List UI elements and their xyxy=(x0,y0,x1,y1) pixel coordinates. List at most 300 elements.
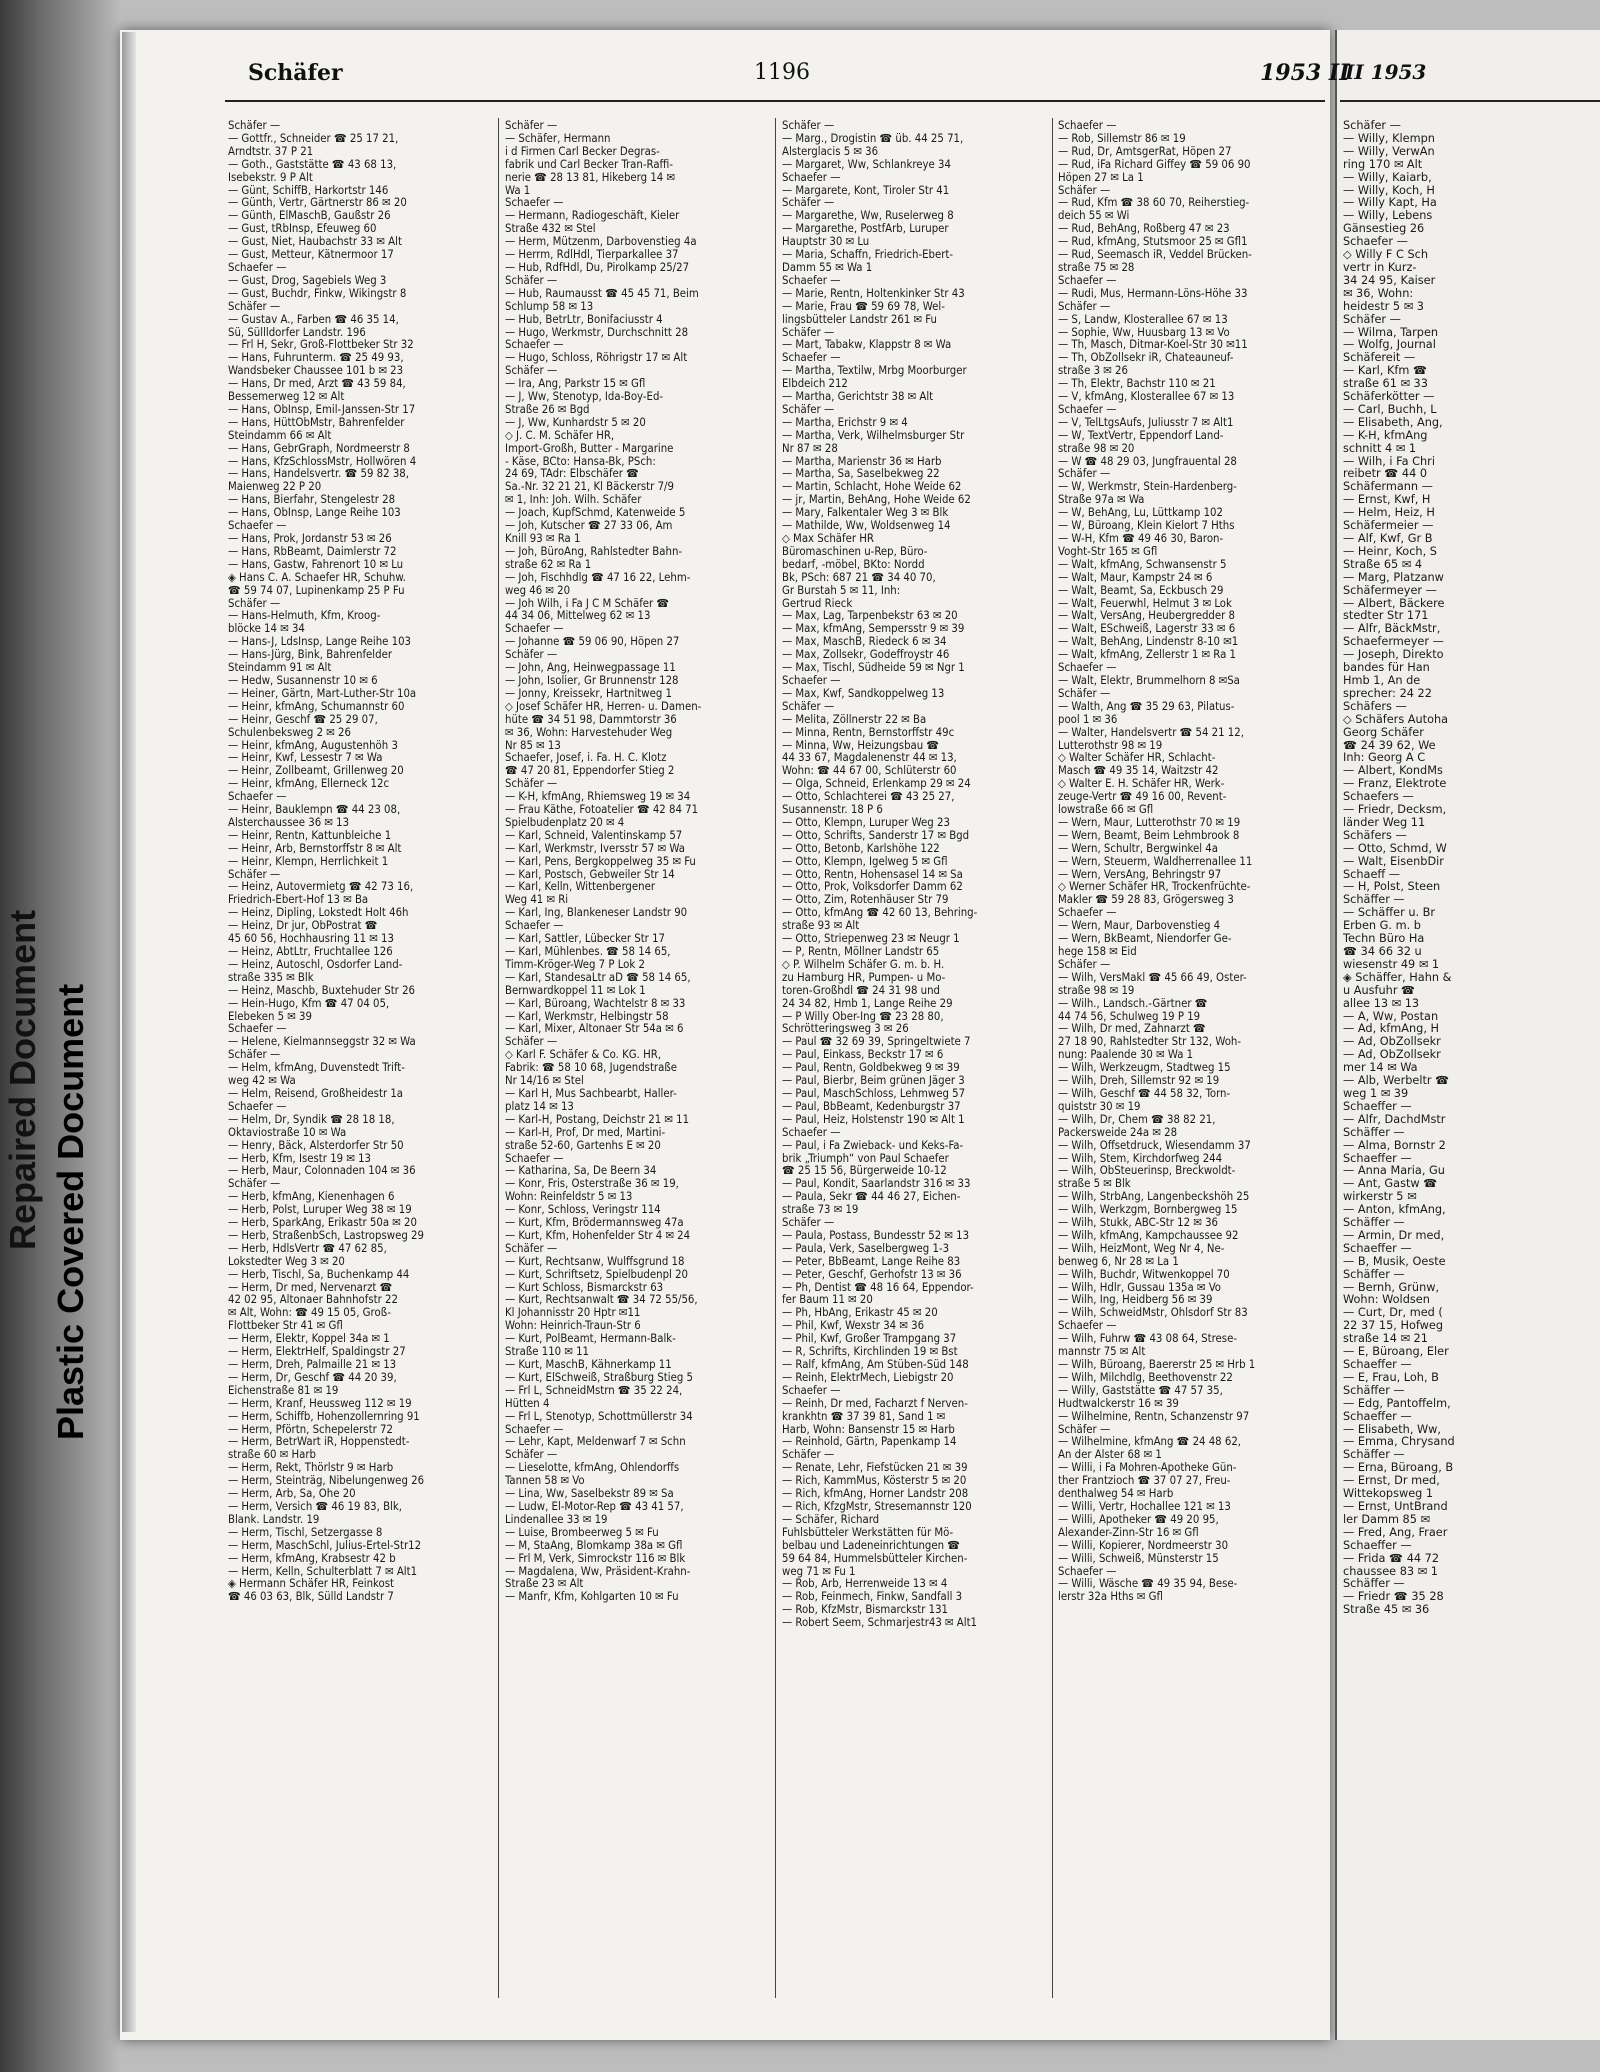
directory-entry-line: — Helm, Reisend, Großheidestr 1a xyxy=(228,1087,404,1100)
directory-entry-line: — Herm, Mützenm, Darbovenstieg 4a xyxy=(505,236,697,249)
directory-entry-line: straße 73 ✉ 19 xyxy=(782,1204,859,1217)
directory-entry-line: — Willi, Schweiß, Münsterstr 15 xyxy=(1058,1552,1219,1565)
directory-entry-line: — Kurt Schloss, Bismarckstr 63 xyxy=(505,1281,664,1294)
directory-entry-line: Lokstedter Weg 3 ✉ 20 xyxy=(228,1255,345,1268)
directory-entry-line: — Wern, Schultr, Bergwinkel 4a xyxy=(1058,842,1218,855)
directory-entry-line: Import-Großh, Butter - Margarine xyxy=(505,442,674,455)
directory-entry-line: — Alf, Kwf, Gr B xyxy=(1343,533,1433,545)
directory-entry-line: Schaefer — xyxy=(782,274,841,287)
directory-entry-line: wiesenstr 49 ✉ 1 xyxy=(1343,958,1440,971)
directory-entry-line: Arndtstr. 37 P 21 xyxy=(228,145,314,158)
directory-entry-line: — Helm, Heiz, H xyxy=(1343,507,1435,520)
directory-entry-line: toren-Großhdl ☎ 24 31 98 und xyxy=(782,984,940,997)
directory-entry-line: — Hugo, Werkmstr, Durchschnitt 28 xyxy=(505,326,689,339)
directory-entry-line: — Wilh, i Fa Chri xyxy=(1343,455,1435,468)
directory-entry-line: — Emma, Chrysand xyxy=(1343,1436,1455,1449)
directory-entry-line: — Karl, StandesaLtr aD ☎ 58 14 65, xyxy=(505,971,691,984)
directory-entry-line: — Heinz, AbtLtr, Fruchtallee 126 xyxy=(228,946,393,958)
directory-entry-line: länder Weg 11 xyxy=(1343,816,1426,829)
directory-entry-line: Schäffer — xyxy=(1343,1217,1405,1230)
directory-entry-line: — Joseph, Direkto xyxy=(1343,649,1444,662)
directory-entry-line: ◇ Max Schäfer HR xyxy=(782,533,874,545)
directory-entry-line: heidestr 5 ✉ 3 xyxy=(1343,300,1424,313)
directory-entry-line: Schäffer — xyxy=(1343,1384,1405,1397)
directory-entry-line: Schaefer — xyxy=(782,674,841,687)
directory-entry-line: 34 24 95, Kaiser xyxy=(1343,274,1436,287)
directory-entry-line: — Paul ☎ 32 69 39, Springeltwiete 7 xyxy=(782,1036,971,1049)
directory-entry-line: — Herb, kfmAng, Kienenhagen 6 xyxy=(228,1191,395,1204)
directory-entry-line: — Heinr, kfmAng, Augustenhöh 3 xyxy=(228,739,398,752)
directory-entry-line: — Marg., Drogistin ☎ üb. 44 25 71, xyxy=(782,132,964,145)
directory-entry-line: — Hub, Raumausst ☎ 45 45 71, Beim xyxy=(505,287,699,300)
directory-entry-line: — Johanne ☎ 59 06 90, Höpen 27 xyxy=(505,636,680,649)
directory-entry-line: 44 34 06, Mittelweg 62 ✉ 13 xyxy=(505,610,651,623)
directory-entry-line: Schäfermeier — xyxy=(1343,520,1434,533)
directory-entry-line: — Hermann, Radiogeschäft, Kieler xyxy=(505,210,680,223)
directory-entry-line: Höpen 27 ✉ La 1 xyxy=(1058,171,1144,184)
directory-entry-line: — Franz, Elektrote xyxy=(1343,778,1447,791)
directory-entry-line: — Otto, Schrifts, Sanderstr 17 ✉ Bgd xyxy=(782,829,970,842)
directory-entry-line: Schaefermeyer — xyxy=(1343,636,1444,649)
directory-entry-line: — Martha, Textilw, Mrbg Moorburger xyxy=(782,365,967,378)
directory-entry-line: — Ant, Gastw ☎ xyxy=(1343,1178,1438,1191)
directory-entry-line: Elebeken 5 ✉ 39 xyxy=(228,1010,312,1023)
directory-entry-line: Timm-Kröger-Weg 7 P Lok 2 xyxy=(505,958,645,971)
directory-entry-line: — Frida ☎ 44 72 xyxy=(1343,1552,1440,1565)
directory-entry-line: — Karl, Werkmstr, Helbingstr 58 xyxy=(505,1010,669,1023)
directory-entry-line: — Hans, Handelsvertr. ☎ 59 82 38, xyxy=(228,468,409,481)
directory-entry-line: — V, kfmAng, Klosterallee 67 ✉ 13 xyxy=(1058,391,1235,404)
directory-entry-line: Lindenallee 33 ✉ 19 xyxy=(505,1513,608,1526)
directory-entry-line: — Heinr, kfmAng, Ellerneck 12c xyxy=(228,778,390,791)
directory-entry-line: mer 14 ✉ Wa xyxy=(1343,1062,1418,1075)
directory-entry-line: ◇ P. Wilhelm Schäfer G. m. b. H. xyxy=(782,958,945,971)
directory-entry-line: — Wilh, Stem, Kirchdorfweg 244 xyxy=(1058,1152,1223,1165)
directory-entry-line: hüte ☎ 34 51 98, Dammtorstr 36 xyxy=(505,713,677,726)
directory-entry-line: Schaefers — xyxy=(1343,791,1414,804)
directory-entry-line: Tannen 58 ✉ Vo xyxy=(505,1475,585,1488)
directory-entry-line: — Hub, RdfHdl, Du, Pirolkamp 25/27 xyxy=(505,261,690,274)
directory-entry-line: — Wilh, Buchdr, Witwenkoppel 70 xyxy=(1058,1268,1230,1281)
directory-entry-line: — Ad, ObZollsekr xyxy=(1343,1049,1441,1062)
directory-entry-line: — Walt, kfmAng, Zellerstr 1 ✉ Ra 1 xyxy=(1058,649,1237,662)
directory-entry-line: — V, TelLtgsAufs, Juliusstr 7 ✉ Alt1 xyxy=(1058,416,1234,429)
directory-column-3 xyxy=(782,120,1032,1630)
directory-entry-line: — Walter, Handelsvertr ☎ 54 21 12, xyxy=(1058,726,1244,739)
directory-entry-line: u Ausfuhr ☎ xyxy=(1343,984,1416,997)
directory-entry-line: — Goth., Gaststätte ☎ 43 68 13, xyxy=(228,158,397,171)
directory-entry-line: lerstr 32a Hths ✉ Gfl xyxy=(1058,1591,1163,1604)
directory-entry-line: — Peter, Geschf, Gerhofstr 13 ✉ 36 xyxy=(782,1268,962,1281)
directory-entry-line: i d Firmen Carl Becker Degras- xyxy=(505,145,660,158)
volume-value: II xyxy=(1328,60,1350,86)
directory-entry-line: ◇ J. C. M. Schäfer HR, xyxy=(505,429,615,442)
directory-entry-line: — Willy, Klempn xyxy=(1343,132,1435,145)
directory-entry-line: — Wolfg, Journal xyxy=(1343,339,1436,352)
directory-entry-line: Flottbeker Str 41 ✉ Gfl xyxy=(228,1320,343,1333)
directory-entry-line: Schaeffer — xyxy=(1343,1242,1412,1255)
directory-entry-line: — Kurt, Schriftsetz, Spielbudenpl 20 xyxy=(505,1268,689,1281)
directory-entry-line: — Paul, Kondit, Saarlandstr 316 ✉ 33 xyxy=(782,1178,971,1191)
directory-entry-line: — Max, MaschB, Riedeck 6 ✉ 34 xyxy=(782,636,947,649)
directory-entry-line: — Ernst, Kwf, H xyxy=(1343,494,1431,507)
directory-entry-line: 45 60 56, Hochhausring 11 ✉ 13 xyxy=(228,933,394,946)
directory-entry-line: — Schäfer, Richard xyxy=(782,1513,880,1526)
directory-entry-line: Schäfer — xyxy=(1058,184,1111,197)
directory-entry-line: — Reinhold, Gärtn, Papenkamp 14 xyxy=(782,1436,957,1449)
directory-entry-line: — Anna Maria, Gu xyxy=(1343,1165,1445,1178)
directory-entry-line: — Kurt, Kfm, Hohenfelder Str 4 ✉ 24 xyxy=(505,1229,691,1242)
directory-entry-line: — Ira, Ang, Parkstr 15 ✉ Gfl xyxy=(505,378,646,391)
directory-entry-line: Schaefer — xyxy=(1343,236,1408,249)
directory-entry-line: — Herb, Polst, Luruper Weg 38 ✉ 19 xyxy=(228,1204,412,1217)
directory-entry-line: — Heinz, Dipling, Lokstedt Holt 46h xyxy=(228,907,409,920)
right-page-column xyxy=(1343,120,1598,1617)
column-separator xyxy=(1052,118,1053,1998)
directory-entry-line: — Rud, Kfm ☎ 38 60 70, Reiherstieg- xyxy=(1058,197,1250,210)
directory-entry-line: — Otto, Prok, Volksdorfer Damm 62 xyxy=(782,881,963,894)
directory-entry-line: — Heiner, Gärtn, Mart-Luther-Str 10a xyxy=(228,687,417,700)
directory-entry-line: deich 55 ✉ Wi xyxy=(1058,210,1130,223)
directory-entry-line: — Herm, Schiffb, Hohenzollernring 91 xyxy=(228,1410,420,1423)
directory-entry-line: Schäfer — xyxy=(1343,313,1401,326)
directory-entry-line: — Karl H, Mus Sachbearbt, Haller- xyxy=(505,1087,677,1100)
directory-entry-line: — Wern, Steuerm, Waldherrenallee 11 xyxy=(1058,855,1253,868)
directory-entry-line: Weg 41 ✉ Ri xyxy=(505,894,569,907)
directory-entry-line: — Manfr, Kfm, Kohlgarten 10 ✉ Fu xyxy=(505,1591,679,1604)
directory-entry-line: — Ad, kfmAng, H xyxy=(1343,1023,1440,1036)
directory-entry-line: — Mart, Tabakw, Klappstr 8 ✉ Wa xyxy=(782,339,952,352)
directory-entry-line: — Herm, Tischl, Setzergasse 8 xyxy=(228,1526,383,1539)
directory-entry-line: — Wilh, Stukk, ABC-Str 12 ✉ 36 xyxy=(1058,1217,1219,1230)
directory-entry-line: — Karl, Postsch, Gebweiler Str 14 xyxy=(505,868,675,881)
directory-entry-line: Schäfer — xyxy=(1343,120,1401,132)
directory-entry-line: — Wern, VersAng, Behringstr 97 xyxy=(1058,868,1222,881)
directory-entry-line: — Wilh, VersMakl ☎ 45 66 49, Oster- xyxy=(1058,971,1247,984)
directory-entry-line: — M, StaAng, Blomkamp 38a ✉ Gfl xyxy=(505,1539,683,1552)
directory-entry-line: — Hans, Dr med, Arzt ☎ 43 59 84, xyxy=(228,378,406,391)
directory-entry-line: Schaefer — xyxy=(505,623,564,636)
directory-entry-line: — Minna, Ww, Heizungsbau ☎ xyxy=(782,739,940,752)
directory-entry-line: — Melita, Zöllnerstr 22 ✉ Ba xyxy=(782,713,927,726)
directory-entry-line: — Peter, BbBeamt, Lange Reihe 83 xyxy=(782,1255,961,1268)
directory-entry-line: — Rich, KammMus, Kösterstr 5 ✉ 20 xyxy=(782,1475,967,1488)
directory-entry-line: Schäfer — xyxy=(782,197,835,210)
directory-entry-line: Gertrud Rieck xyxy=(782,597,853,610)
directory-entry-line: — Walt, VersAng, Heubergredder 8 xyxy=(1058,610,1236,623)
directory-entry-line: — John, Ang, Heinwegpassage 11 xyxy=(505,662,676,675)
directory-entry-line: Knill 93 ✉ Ra 1 xyxy=(505,533,581,545)
directory-entry-line: Wohn: ☎ 44 67 00, Schlüterstr 60 xyxy=(782,765,957,778)
directory-entry-line: — Herm, Versich ☎ 46 19 83, Blk, xyxy=(228,1500,402,1513)
directory-entry-line: — Willy, Koch, H xyxy=(1343,184,1435,197)
directory-entry-line: — Friedr, Decksm, xyxy=(1343,804,1447,817)
directory-entry-line: — Otto, Schmd, W xyxy=(1343,842,1447,855)
directory-entry-line: — Walt, BehAng, Lindenstr 8-10 ✉1 xyxy=(1058,636,1239,649)
directory-entry-line: Schäffer — xyxy=(1343,1268,1405,1281)
directory-entry-line: straße 14 ✉ 21 xyxy=(1343,1333,1428,1346)
directory-entry-line: Schäfer — xyxy=(782,700,835,713)
directory-entry-line: — Wilh, Dreh, Sillemstr 92 ✉ 19 xyxy=(1058,1075,1220,1088)
directory-entry-line: — Heinr, Bauklempn ☎ 44 23 08, xyxy=(228,804,401,817)
directory-entry-line: — Willy, VerwAn xyxy=(1343,145,1435,158)
directory-entry-line: Schaefer — xyxy=(228,1100,287,1113)
directory-entry-line: — Gust, Buchdr, Finkw, Wikingstr 8 xyxy=(228,287,407,300)
directory-entry-line: — Heinr, Klempn, Herrlichkeit 1 xyxy=(228,855,389,868)
directory-entry-line: Packersweide 24a ✉ 28 xyxy=(1058,1126,1178,1139)
directory-entry-line: — Max, Lag, Tarpenbekstr 63 ✉ 20 xyxy=(782,610,958,623)
directory-entry-line: — Herm, Rekt, Thörlstr 9 ✉ Harb xyxy=(228,1462,394,1475)
directory-entry-line: nerie ☎ 28 13 81, Hikeberg 14 ✉ xyxy=(505,171,676,184)
directory-entry-line: — Willi, Vertr, Hochallee 121 ✉ 13 xyxy=(1058,1500,1231,1513)
directory-entry-line: 44 74 56, Schulweg 19 P 19 xyxy=(1058,1010,1201,1023)
directory-entry-line: — Frl M, Verk, Simrockstr 116 ✉ Blk xyxy=(505,1552,686,1565)
directory-entry-line: Schulenbeksweg 2 ✉ 26 xyxy=(228,726,351,739)
directory-entry-line: straße 61 ✉ 33 xyxy=(1343,378,1428,391)
directory-entry-line: — Karl, Mühlenbes. ☎ 58 14 65, xyxy=(505,946,671,958)
directory-entry-line: — Henry, Bäck, Alsterdorfer Str 50 xyxy=(228,1139,404,1152)
directory-entry-line: — Rich, KfzgMstr, Stresemannstr 120 xyxy=(782,1500,972,1513)
directory-entry-line: — Herm, Dreh, Palmaille 21 ✉ 13 xyxy=(228,1359,397,1371)
directory-entry-line: Schaefer — xyxy=(782,352,841,365)
directory-entry-line: — Heinr, Rentn, Kattunbleiche 1 xyxy=(228,829,392,842)
directory-entry-line: — Hans-Helmuth, Kfm, Kroog- xyxy=(228,610,381,623)
directory-entry-line: — Walt, kfmAng, Schwansenstr 5 xyxy=(1058,558,1227,571)
directory-entry-line: — Heinz, Autoschl, Osdorfer Land- xyxy=(228,958,403,971)
directory-entry-line: Schäfer — xyxy=(1058,958,1111,971)
directory-entry-line: ✉ Alt, Wohn: ☎ 49 15 05, Groß- xyxy=(228,1307,391,1320)
directory-entry-line: Schaefer — xyxy=(505,920,564,933)
directory-entry-line: — Herm, Pförtn, Schepelerstr 72 xyxy=(228,1423,393,1436)
directory-entry-line: — Kurt, MaschB, Kähnerkamp 11 xyxy=(505,1359,672,1371)
directory-entry-line: Inh: Georg A C xyxy=(1343,752,1426,765)
directory-entry-line: — Willi, Apotheker ☎ 49 20 95, xyxy=(1058,1513,1219,1526)
directory-entry-line: — Olga, Schneid, Erlenkamp 29 ✉ 24 xyxy=(782,778,971,791)
directory-entry-line: — Otto, Klempn, Igelweg 5 ✉ Gfl xyxy=(782,855,948,868)
directory-entry-line: Schäfer — xyxy=(1058,300,1111,313)
directory-entry-line: — Gottfr., Schneider ☎ 25 17 21, xyxy=(228,132,399,145)
directory-entry-line: Masch ☎ 49 35 14, Waitzstr 42 xyxy=(1058,765,1219,778)
directory-entry-line: — Paul, MaschSchloss, Lehmweg 57 xyxy=(782,1087,966,1100)
directory-entry-line: — Rob, Sillemstr 86 ✉ 19 xyxy=(1058,132,1186,145)
directory-entry-line: — Paul, Rentn, Goldbekweg 9 ✉ 39 xyxy=(782,1062,960,1075)
directory-entry-line: — Wilhelmine, Rentn, Schanzenstr 97 xyxy=(1058,1410,1250,1423)
directory-entry-line: fer Baum 11 ✉ 20 xyxy=(782,1294,873,1307)
directory-entry-line: — Wern, BkBeamt, Niendorfer Ge- xyxy=(1058,933,1232,946)
directory-entry-line: allee 13 ✉ 13 xyxy=(1343,997,1420,1010)
directory-entry-line: Hudtwalckerstr 16 ✉ 39 xyxy=(1058,1397,1179,1410)
directory-entry-line: — Sophie, Ww, Huusbarg 13 ✉ Vo xyxy=(1058,326,1230,339)
directory-entry-line: Schäfer — xyxy=(1058,1423,1111,1436)
directory-entry-line: — Paula, Postass, Bundesstr 52 ✉ 13 xyxy=(782,1229,970,1242)
directory-entry-line: zeuge-Vertr ☎ 49 16 00, Revent- xyxy=(1058,791,1227,804)
directory-entry-line: — Herb, Kfm, Isestr 19 ✉ 13 xyxy=(228,1152,372,1165)
directory-entry-line: — Schäfer, Hermann xyxy=(505,132,611,145)
directory-entry-line: — Helene, Kielmannseggstr 32 ✉ Wa xyxy=(228,1036,416,1049)
directory-entry-line: Schäfer — xyxy=(228,1178,281,1191)
directory-entry-line: ☎ 34 66 32 u xyxy=(1343,946,1422,958)
directory-entry-line: zu Hamburg HR, Pumpen- u Mo- xyxy=(782,971,946,984)
directory-entry-line: 24 34 82, Hmb 1, Lange Reihe 29 xyxy=(782,997,953,1010)
directory-entry-line: Voght-Str 165 ✉ Gfl xyxy=(1058,545,1158,558)
directory-entry-line: — Rud, Dr, AmtsgerRat, Höpen 27 xyxy=(1058,145,1232,158)
directory-entry-line: — Wern, Maur, Lutterothstr 70 ✉ 19 xyxy=(1058,816,1241,829)
directory-entry-line: — J, Ww, Stenotyp, Ida-Boy-Ed- xyxy=(505,391,664,404)
directory-entry-line: reibetr ☎ 44 0 xyxy=(1343,468,1428,481)
directory-entry-line: — Heinr, Arb, Bernstorffstr 8 ✉ Alt xyxy=(228,842,402,855)
directory-entry-line: — Kurt, Rechtsanwalt ☎ 34 72 55/56, xyxy=(505,1294,698,1307)
directory-entry-line: — Alfr, DachdMstr xyxy=(1343,1113,1446,1126)
directory-entry-line: — Paul, i Fa Zwieback- und Keks-Fa- xyxy=(782,1139,964,1152)
directory-entry-line: straße 3 ✉ 26 xyxy=(1058,365,1128,378)
directory-entry-line: — Ludw, El-Motor-Rep ☎ 43 41 57, xyxy=(505,1500,684,1513)
directory-entry-line: — Martha, Erichstr 9 ✉ 4 xyxy=(782,416,908,429)
directory-entry-line: Schaefer — xyxy=(228,261,287,274)
directory-entry-line: — Walt, Feuerwhl, Helmut 3 ✉ Lok xyxy=(1058,597,1232,610)
directory-entry-line: straße 93 ✉ Alt xyxy=(782,920,860,933)
directory-entry-line: Maienweg 22 P 20 xyxy=(228,481,322,494)
directory-entry-line: ◇ Schäfers Autoha xyxy=(1343,713,1449,726)
directory-entry-line: Wohn: Woldsen xyxy=(1343,1294,1430,1307)
directory-entry-line: Erben G. m. b xyxy=(1343,920,1421,933)
directory-entry-line: — Joh, Fischhdlg ☎ 47 16 22, Lehm- xyxy=(505,571,691,584)
directory-entry-line: — Joh, Kutscher ☎ 27 33 06, Am xyxy=(505,520,673,533)
directory-entry-line: Schaefer — xyxy=(228,1023,287,1036)
directory-entry-line: Alsterglacis 5 ✉ 36 xyxy=(782,145,879,158)
directory-entry-line: Straße 432 ✉ Stel xyxy=(505,223,596,236)
directory-entry-line: — Hans, KfzSchlossMstr, Hollwören 4 xyxy=(228,455,417,468)
directory-entry-line: — Hans-J, LdsInsp, Lange Reihe 103 xyxy=(228,636,412,649)
directory-entry-line: — Hans, Fuhrunterm. ☎ 25 49 93, xyxy=(228,352,404,365)
directory-entry-line: — Wilh, StrbAng, Langenbeckshöh 25 xyxy=(1058,1191,1250,1204)
directory-entry-line: — Walt, EisenbDir xyxy=(1343,855,1444,868)
directory-entry-line: — Helm, kfmAng, Duvenstedt Trift- xyxy=(228,1062,405,1075)
directory-entry-line: — B, Musik, Oeste xyxy=(1343,1255,1446,1268)
directory-entry-line: Lutterothstr 98 ✉ 19 xyxy=(1058,739,1163,752)
directory-entry-line: Schäfer — xyxy=(782,403,835,416)
directory-entry-line: Harb, Wohn: Bansenstr 15 ✉ Harb xyxy=(782,1423,955,1436)
directory-entry-line: Spielbudenplatz 20 ✉ 4 xyxy=(505,816,625,829)
directory-entry-line: Schaefer — xyxy=(505,1423,564,1436)
directory-entry-line: — Walth, Ang ☎ 35 29 63, Pilatus- xyxy=(1058,700,1235,713)
directory-entry-line: Friedrich-Ebert-Hof 13 ✉ Ba xyxy=(228,894,369,907)
directory-entry-line: straße 335 ✉ Blk xyxy=(228,971,314,984)
directory-entry-line: — Alb, Werbeltr ☎ xyxy=(1343,1075,1450,1088)
directory-entry-line: — W, Büroang, Klein Kielort 7 Hths xyxy=(1058,520,1235,533)
directory-entry-line: Fuhlsbütteler Werkstätten für Mö- xyxy=(782,1526,954,1539)
directory-entry-line: — W, TextVertr, Eppendorf Land- xyxy=(1058,429,1224,442)
directory-entry-line: Hauptstr 30 ✉ Lu xyxy=(782,236,870,249)
directory-entry-line: — E, Büroang, Eler xyxy=(1343,1346,1449,1359)
directory-entry-line: — Rud, iFa Richard Giffey ☎ 59 06 90 xyxy=(1058,158,1251,171)
directory-entry-line: — Frl H, Sekr, Groß-Flottbeker Str 32 xyxy=(228,339,414,352)
directory-entry-line: Wohn: Heinrich-Traun-Str 6 xyxy=(505,1320,641,1333)
directory-entry-line: Schaefer — xyxy=(505,1152,564,1165)
directory-entry-line: — Rud, Seemasch iR, Veddel Brücken- xyxy=(1058,249,1252,262)
directory-entry-line: — W, BehAng, Lu, Lüttkamp 102 xyxy=(1058,507,1223,520)
directory-entry-line: — Wilh, Dr, Chem ☎ 38 82 21, xyxy=(1058,1113,1216,1126)
directory-entry-line: — Schäffer u. Br xyxy=(1343,907,1436,920)
directory-entry-line: — Margarete, Kont, Tiroler Str 41 xyxy=(782,184,950,197)
directory-entry-line: straße 98 ✉ 19 xyxy=(1058,984,1135,997)
directory-entry-line: schnitt 4 ✉ 1 xyxy=(1343,442,1417,455)
directory-entry-line: — Ernst, UntBrand xyxy=(1343,1500,1448,1513)
directory-entry-line: fabrik und Carl Becker Tran-Raffi- xyxy=(505,158,674,171)
directory-entry-line: — H, Polst, Steen xyxy=(1343,881,1441,894)
directory-entry-line: — Wilh, Milchdlg, Beethovenstr 22 xyxy=(1058,1371,1233,1384)
directory-entry-line: Straße 110 ✉ 11 xyxy=(505,1346,590,1359)
directory-entry-line: — Renate, Lehr, Fiefstücken 21 ✉ 39 xyxy=(782,1462,968,1475)
directory-entry-line: ther Frantzioch ☎ 37 07 27, Freu- xyxy=(1058,1475,1231,1488)
directory-entry-line: — Günt, SchiffB, Harkortstr 146 xyxy=(228,184,389,197)
directory-entry-line: Gr Burstah 5 ✉ 11, Inh: xyxy=(782,584,901,597)
directory-entry-line: — Wilh, ObSteuerinsp, Breckwoldt- xyxy=(1058,1165,1236,1178)
directory-entry-line: Schäfermann — xyxy=(1343,481,1433,494)
directory-entry-line: ◇ Walter E. H. Schäfer HR, Werk- xyxy=(1058,778,1225,791)
directory-entry-line: 42 02 95, Altonaer Bahnhofstr 22 xyxy=(228,1294,398,1307)
directory-entry-line: — Bernh, Grünw, xyxy=(1343,1281,1440,1294)
year-value: 1953 xyxy=(1260,60,1322,86)
directory-entry-line: — Karl, Ing, Blankeneser Landstr 90 xyxy=(505,907,688,920)
directory-entry-line: — Armin, Dr med, xyxy=(1343,1229,1445,1242)
directory-entry-line: — Herb, SparkAng, Erikastr 50a ✉ 20 xyxy=(228,1217,417,1230)
directory-entry-line: Schäffer — xyxy=(1343,1449,1405,1462)
directory-entry-line: — Max, Kwf, Sandkoppelweg 13 xyxy=(782,687,945,700)
directory-entry-line: Schäfer — xyxy=(782,1449,835,1462)
directory-entry-line: — Maria, Schaffn, Friedrich-Ebert- xyxy=(782,249,954,262)
directory-entry-line: — Rob, KfzMstr, Bismarckstr 131 xyxy=(782,1604,949,1617)
directory-entry-line: — Wilh, Geschf ☎ 44 58 32, Torn- xyxy=(1058,1087,1231,1100)
directory-entry-line: bandes für Han xyxy=(1343,662,1430,675)
repaired-document-label: Repaired Document xyxy=(2,909,43,1250)
directory-entry-line: 44 33 67, Magdalenenstr 44 ✉ 13, xyxy=(782,752,957,765)
directory-entry-line: — Otto, Rentn, Hohensasel 14 ✉ Sa xyxy=(782,868,963,881)
directory-entry-line: — Otto, Schlachterei ☎ 43 25 27, xyxy=(782,791,955,804)
directory-entry-line: Bessemerweg 12 ✉ Alt xyxy=(228,391,345,404)
directory-entry-line: — Walt, Elektr, Brummelhorn 8 ✉Sa xyxy=(1058,674,1240,687)
directory-entry-line: Makler ☎ 59 28 83, Grögersweg 3 xyxy=(1058,894,1234,907)
directory-entry-line: Schaefer — xyxy=(1058,662,1117,675)
directory-entry-line: Schaeffer — xyxy=(1343,1410,1412,1423)
directory-entry-line: Schäfer — xyxy=(228,120,281,132)
directory-entry-line: straße 5 ✉ Blk xyxy=(1058,1178,1131,1191)
directory-entry-line: — Wilh, Werkzgm, Bornbergweg 15 xyxy=(1058,1204,1238,1217)
directory-entry-line: weg 46 ✉ 20 xyxy=(505,584,571,597)
directory-entry-line: brik „Triumph“ von Paul Schaefer xyxy=(782,1152,949,1165)
directory-entry-line: sprecher: 24 22 xyxy=(1343,687,1432,700)
directory-entry-line: Wittekopsweg 1 xyxy=(1343,1488,1434,1501)
directory-entry-line: — Joh Wilh, i Fa J C M Schäfer ☎ xyxy=(505,597,670,610)
directory-entry-line: — Gust, Metteur, Kätnermoor 17 xyxy=(228,249,394,262)
directory-entry-line: — Wern, Beamt, Beim Lehmbrook 8 xyxy=(1058,829,1240,842)
directory-entry-line: Schäfer — xyxy=(505,1036,558,1049)
directory-entry-line: — Gust, Drog, Sagebiels Weg 3 xyxy=(228,274,387,287)
directory-entry-line: — Karl, Kfm ☎ xyxy=(1343,365,1428,378)
directory-entry-line: Schaefer — xyxy=(1058,907,1117,920)
directory-entry-line: — Joach, KupfSchmd, Katenweide 5 xyxy=(505,507,686,520)
directory-entry-line: — Erna, Büroang, B xyxy=(1343,1462,1454,1475)
directory-entry-line: — Wern, Maur, Darbovenstieg 4 xyxy=(1058,920,1221,933)
directory-entry-line: ☎ 59 74 07, Lupinenkamp 25 P Fu xyxy=(228,584,405,597)
directory-entry-line: — Luise, Brombeerweg 5 ✉ Fu xyxy=(505,1526,659,1539)
directory-entry-line: — Konr, Schloss, Veringstr 114 xyxy=(505,1204,661,1217)
directory-entry-line: — jr, Martin, BehAng, Hohe Weide 62 xyxy=(782,494,971,507)
directory-entry-line: Schäfer — xyxy=(782,326,835,339)
directory-entry-line: — Anton, kfmAng, xyxy=(1343,1204,1446,1217)
directory-entry-line: Straße 45 ✉ 36 xyxy=(1343,1604,1430,1617)
directory-entry-line: — Paul, Bierbr, Beim grünen Jäger 3 xyxy=(782,1075,965,1088)
directory-entry-line: Straße 97a ✉ Wa xyxy=(1058,494,1145,507)
